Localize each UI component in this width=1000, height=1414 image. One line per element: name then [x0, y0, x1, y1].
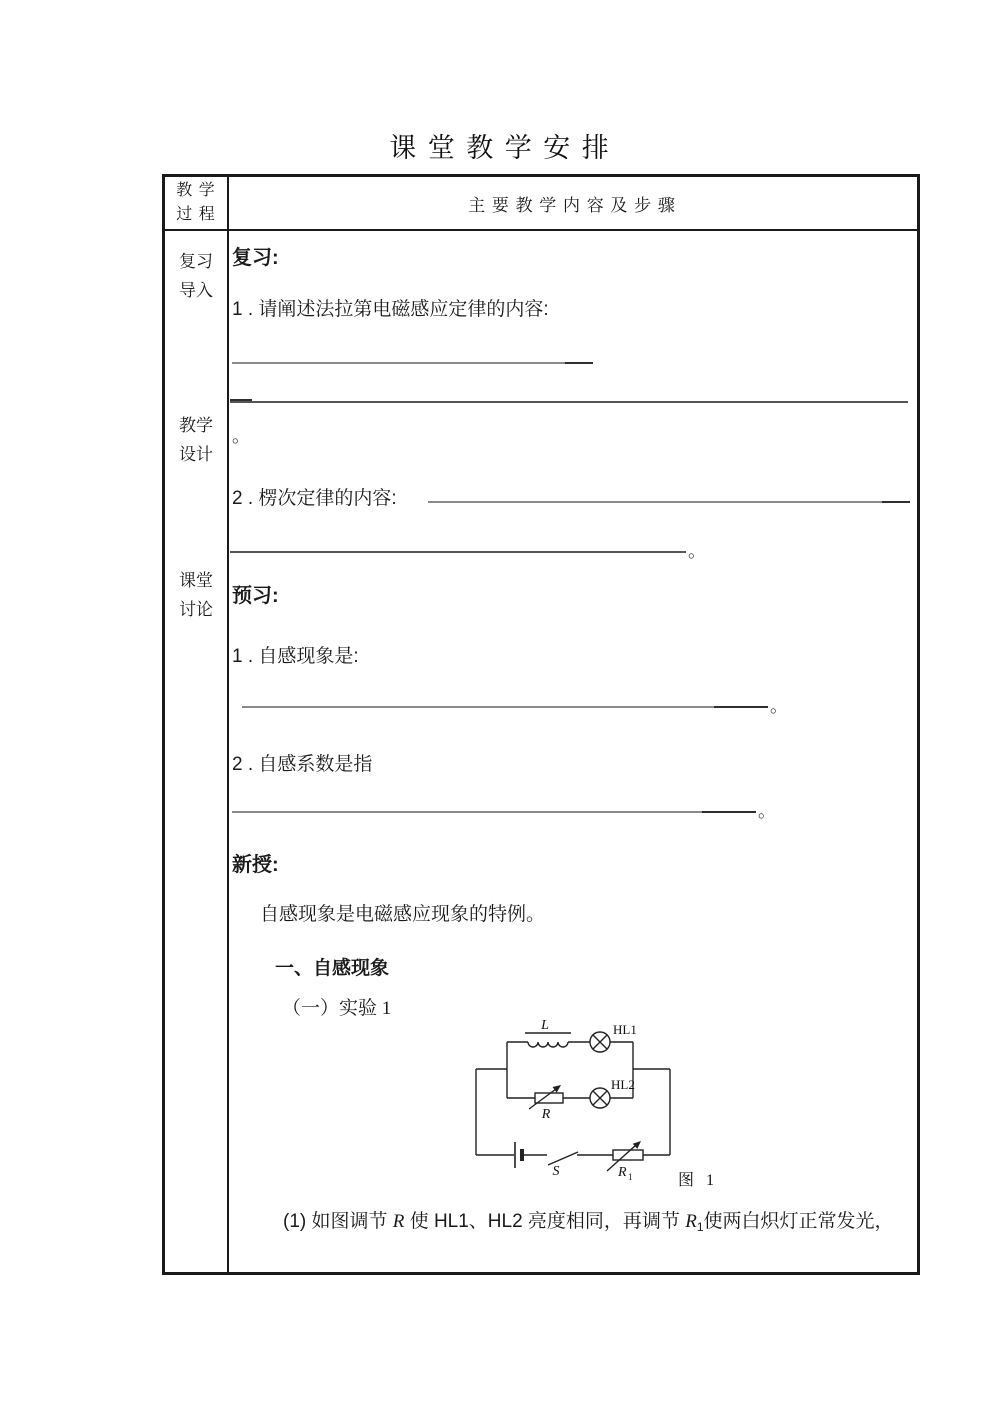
figure-caption: 图 1	[678, 1172, 719, 1189]
lesson-plan-table	[162, 174, 920, 1275]
preview-question-2: 2 . 自感系数是指	[232, 754, 373, 775]
lamp2-label: HL2	[611, 1077, 635, 1092]
inductor-label: L	[541, 1018, 549, 1033]
step-1-mid: 使 HL1、HL2 亮度相同，再调节	[404, 1211, 686, 1232]
step-1-var-r1: R	[685, 1211, 697, 1232]
circuit-figure	[455, 1012, 770, 1202]
blank-line-tail	[230, 399, 252, 401]
column-divider	[227, 177, 229, 1272]
rheostat-r1-label-sub: 1	[628, 1172, 633, 1182]
page-title: 课 堂 教 学 安 排	[389, 133, 611, 163]
switch-label: S	[552, 1164, 560, 1179]
stage-label: 设计	[179, 445, 213, 464]
review-question-1: 1 . 请阐述法拉第电磁感应定律的内容:	[232, 299, 549, 320]
preview-heading: 预习:	[232, 585, 279, 607]
lamp-hl1-cross	[593, 1035, 607, 1049]
blank-line	[230, 551, 686, 553]
rheostat-r1-label: R	[618, 1165, 627, 1180]
stage-label: 讨论	[179, 600, 213, 619]
header-content-cell: 主 要 教 学 内 容 及 步 骤	[468, 195, 676, 215]
intro-sentence: 自感现象是电磁感应现象的特例。	[260, 904, 546, 925]
stage-label: 课堂	[179, 571, 213, 590]
step-1-pre: (1) 如图调节	[283, 1211, 393, 1232]
blank-line	[232, 362, 593, 364]
stage-label: 复习	[179, 252, 213, 271]
blank-line	[242, 706, 714, 708]
blank-line-tail	[565, 362, 593, 364]
stage-review-intro	[165, 247, 227, 305]
review-heading: 复习:	[232, 247, 279, 269]
rheostat-r-arrow-shaft	[529, 1089, 556, 1109]
period-mark: 。	[770, 696, 788, 716]
period-mark: 。	[758, 801, 776, 821]
lamp1-label: HL1	[613, 1022, 637, 1037]
preview-question-1: 1 . 自感现象是:	[232, 646, 359, 667]
stage-teaching-design	[165, 411, 227, 469]
stage-label: 教学	[179, 416, 213, 435]
rheostat-r-label: R	[541, 1107, 551, 1122]
lamp-hl2-cross	[593, 1091, 607, 1105]
review-question-2: 2 . 楞次定律的内容:	[232, 488, 397, 509]
blank-line	[232, 811, 702, 813]
section-1-heading: 一、自感现象	[275, 958, 390, 979]
step-1-var-r1-subscript: 1	[696, 1220, 704, 1234]
inductor-coil	[528, 1042, 568, 1047]
blank-line	[230, 401, 908, 403]
header-separator	[165, 229, 917, 231]
stage-class-discussion	[165, 566, 227, 624]
step-1-var-r: R	[392, 1211, 405, 1232]
period-mark: 。	[232, 426, 250, 446]
header-process-line2: 过 程	[176, 206, 216, 223]
new-lesson-heading: 新授:	[232, 854, 279, 876]
stage-label: 导入	[179, 281, 213, 300]
period-mark: 。	[688, 541, 706, 561]
blank-line-tail	[882, 501, 910, 503]
header-process-line1: 教 学	[176, 182, 216, 199]
blank-line	[428, 501, 910, 503]
step-1-post: 使两白炽灯正常发光，	[703, 1211, 894, 1232]
header-process-cell	[165, 177, 227, 229]
step-1-text	[283, 1206, 894, 1234]
circuit-diagram	[455, 1012, 770, 1197]
blank-line-tail	[714, 706, 768, 708]
blank-line-tail	[702, 811, 756, 813]
experiment-1-heading: （一）实验 1	[282, 998, 392, 1019]
